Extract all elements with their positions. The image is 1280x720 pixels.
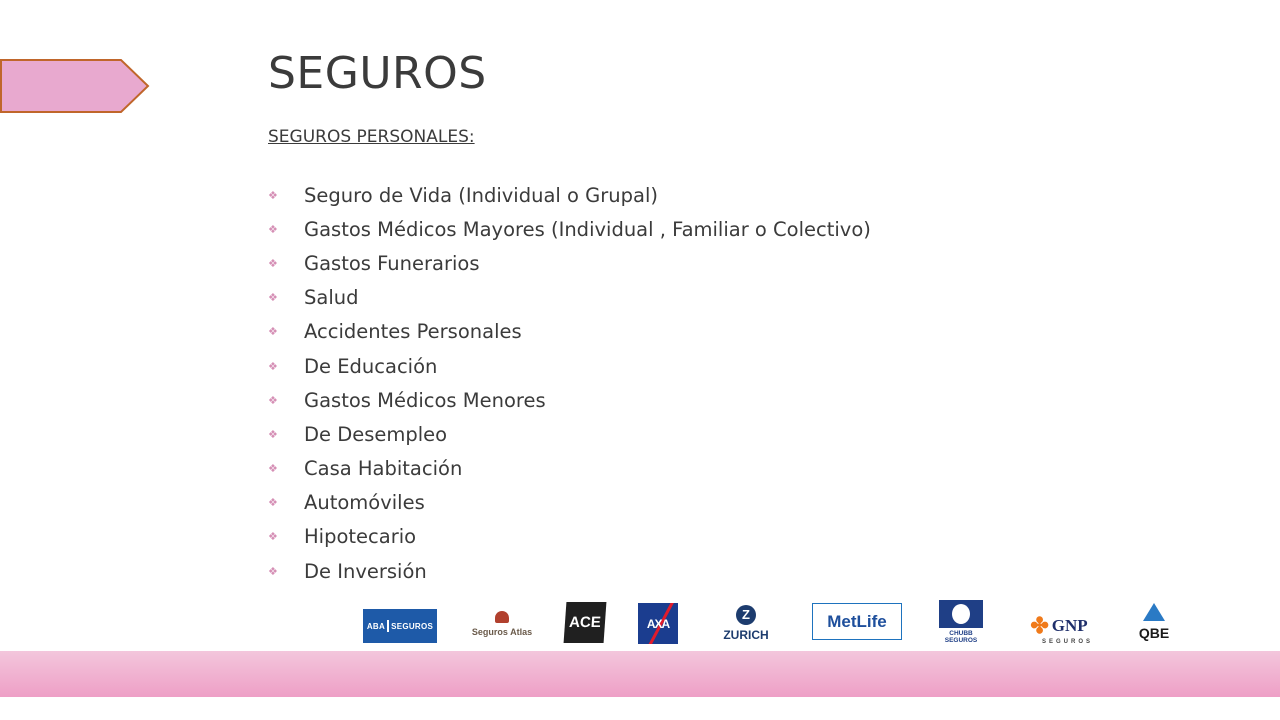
zurich-logo-text: ZURICH (723, 627, 769, 642)
insurer-logos-row (358, 596, 1180, 650)
list-item-label: De Educación (304, 354, 438, 378)
list-item-label: Gastos Funerarios (304, 251, 480, 275)
list-item (268, 246, 871, 280)
list-item (268, 486, 871, 520)
ace-logo: ACE (564, 602, 607, 643)
list-item (268, 349, 871, 383)
aba-logo-right: SEGUROS (391, 621, 434, 631)
insurance-list (268, 178, 871, 588)
chubb-logo-text: CHUBB SEGUROS (944, 629, 978, 644)
list-item-label: Accidentes Personales (304, 320, 522, 344)
list-item-label: Casa Habitación (304, 457, 463, 481)
diamond-bullet-icon: ❖ (268, 496, 278, 510)
list-item (268, 383, 871, 417)
gnp-logo-text: GNP (1051, 616, 1088, 635)
list-item (268, 554, 871, 588)
qbe-mark-icon (1143, 603, 1165, 621)
atlas-logo-text: Seguros Atlas (471, 627, 533, 637)
diamond-bullet-icon: ❖ (268, 188, 278, 202)
aba-seguros-logo (363, 609, 437, 643)
diamond-bullet-icon: ❖ (268, 427, 278, 441)
atlas-mark-icon (495, 611, 509, 623)
list-item-label: Salud (304, 286, 359, 310)
axa-logo-text: AXA (646, 616, 670, 631)
axa-logo (638, 603, 678, 644)
list-item (268, 417, 871, 451)
zurich-mark-icon: Z (736, 605, 756, 625)
list-item-label: Automóviles (304, 491, 425, 515)
diamond-bullet-icon: ❖ (268, 325, 278, 339)
diamond-bullet-icon: ❖ (268, 359, 278, 373)
seguros-atlas-logo (466, 604, 538, 644)
diamond-bullet-icon: ❖ (268, 291, 278, 305)
diamond-bullet-icon: ❖ (268, 222, 278, 236)
metlife-logo: MetLife (812, 603, 902, 640)
list-item (268, 315, 871, 349)
diamond-bullet-icon: ❖ (268, 564, 278, 578)
diamond-bullet-icon: ❖ (268, 393, 278, 407)
list-item (268, 178, 871, 212)
qbe-logo (1132, 599, 1176, 645)
list-item (268, 212, 871, 246)
qbe-logo-text: QBE (1138, 625, 1170, 641)
slide-title: SEGUROS (268, 48, 487, 99)
list-item-label: Gastos Médicos Menores (304, 388, 546, 412)
gnp-logo-subtext: SEGUROS (1042, 639, 1094, 645)
gnp-seguros-logo (1016, 609, 1102, 643)
diamond-bullet-icon: ❖ (268, 530, 278, 544)
list-item (268, 520, 871, 554)
footer-band (0, 651, 1280, 697)
diamond-bullet-icon: ❖ (268, 256, 278, 270)
list-item-label: Seguro de Vida (Individual o Grupal) (304, 183, 658, 207)
aba-logo-left: ABA (366, 621, 386, 631)
chubb-seguros-logo (938, 598, 984, 646)
list-item-label: De Inversión (304, 559, 427, 583)
diamond-bullet-icon: ❖ (268, 462, 278, 476)
zurich-logo (714, 601, 778, 645)
list-item (268, 452, 871, 486)
slide-subtitle: SEGUROS PERSONALES: (268, 127, 475, 147)
section-tab-arrow (0, 59, 150, 113)
list-item-label: Gastos Médicos Mayores (Individual , Familiar o Colectivo) (304, 217, 871, 241)
list-item (268, 281, 871, 315)
list-item-label: De Desempleo (304, 422, 448, 446)
gnp-star-icon: ✤ (1030, 613, 1049, 638)
list-item-label: Hipotecario (304, 525, 417, 549)
aba-logo-divider (387, 620, 389, 632)
chubb-mark-icon (939, 600, 983, 628)
